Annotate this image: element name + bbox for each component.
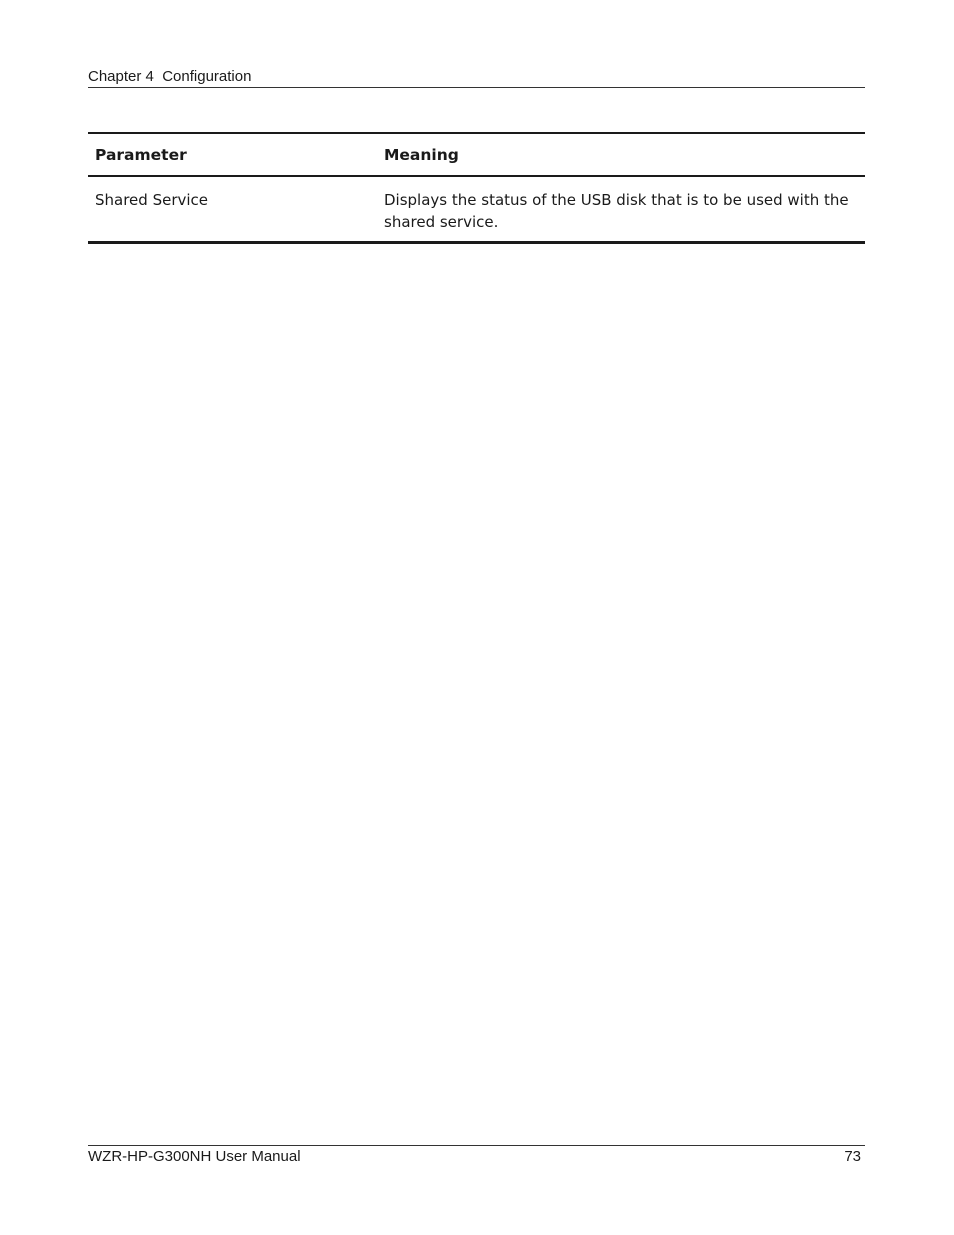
page-footer <box>88 1145 865 1168</box>
table-row <box>88 176 865 243</box>
chapter-title: Chapter 4 Configuration <box>88 68 252 85</box>
manual-title: WZR-HP-G300NH User Manual <box>88 1148 301 1165</box>
running-header <box>88 67 865 88</box>
column-header-parameter: Parameter <box>95 145 187 164</box>
table-header-row <box>88 133 865 176</box>
parameter-table <box>88 132 865 244</box>
parameter-cell: Shared Service <box>95 191 209 209</box>
page-number: 73 <box>844 1148 861 1165</box>
meaning-cell: Displays the status of the USB disk that is to be used with the shared service. <box>384 191 849 231</box>
column-header-meaning: Meaning <box>384 145 459 164</box>
